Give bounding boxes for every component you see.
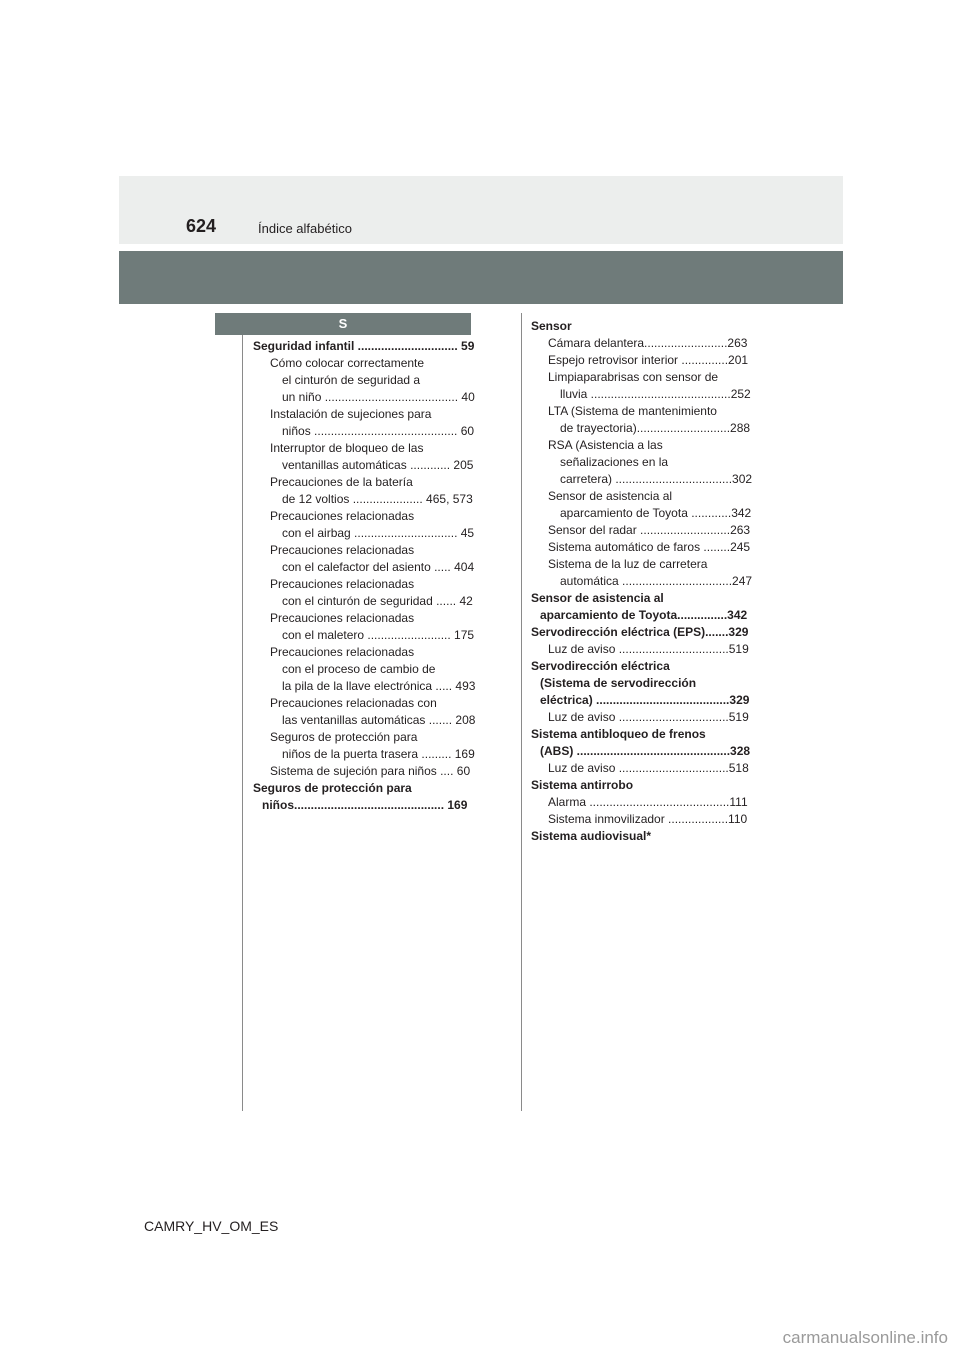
header-band (119, 176, 843, 244)
index-entry: lluvia ..........................................252 (560, 387, 751, 401)
index-entry: Seguridad infantil .............................. 59 (253, 339, 475, 353)
index-entry: Sistema antirrobo (531, 778, 634, 792)
index-entry: ventanillas automáticas ............ 205 (282, 458, 474, 472)
index-entry: Precauciones relacionadas (270, 543, 415, 557)
header-bar (119, 251, 843, 304)
index-entry: Sistema antibloqueo de frenos (531, 727, 706, 741)
index-entry: Sensor de asistencia al (531, 591, 664, 605)
index-entry: Cómo colocar correctamente (270, 356, 425, 370)
index-entry: el cinturón de seguridad a (282, 373, 421, 387)
index-entry: con el cinturón de seguridad ...... 42 (282, 594, 473, 608)
index-entry: Precauciones relacionadas (270, 645, 415, 659)
index-entry: Limpiaparabrisas con sensor de (548, 370, 719, 384)
index-entry: con el airbag ............................... 45 (282, 526, 475, 540)
index-entry: carretera) ...................................302 (560, 472, 753, 486)
index-entry: de trayectoria)............................288 (560, 421, 751, 435)
index-entry: Precauciones relacionadas (270, 577, 415, 591)
index-entry: Luz de aviso .................................519 (548, 642, 749, 656)
index-entry: eléctrica) ........................................329 (540, 693, 750, 707)
index-entry: con el maletero ......................... 175 (282, 628, 475, 642)
index-entry: las ventanillas automáticas ....... 208 (282, 713, 476, 727)
index-entry: Cámara delantera.........................263 (548, 336, 748, 350)
index-entry: con el proceso de cambio de (282, 662, 436, 676)
index-entry: la pila de la llave electrónica ..... 493 (282, 679, 476, 693)
index-entry: niños ........................................... 60 (282, 424, 475, 438)
index-entry: Instalación de sujeciones para (270, 407, 432, 421)
index-entry: Sensor del radar ...........................263 (548, 523, 751, 537)
index-entry: un niño ........................................ 40 (282, 390, 475, 404)
index-entry: Precauciones de la batería (270, 475, 413, 489)
index-entry: Sistema inmovilizador ..................110 (548, 812, 748, 826)
index-entry: RSA (Asistencia a las (548, 438, 663, 452)
index-entry: Sistema de la luz de carretera (548, 557, 708, 571)
index-entry: Sistema de sujeción para niños .... 60 (270, 764, 471, 778)
index-entry: Seguros de protección para (253, 781, 412, 795)
index-entry: aparcamiento de Toyota ............342 (560, 506, 752, 520)
index-entry: LTA (Sistema de mantenimiento (548, 404, 717, 418)
index-entry: Servodirección eléctrica (531, 659, 670, 673)
index-entry: niños de la puerta trasera ......... 169 (282, 747, 475, 761)
index-entry: Sensor de asistencia al (548, 489, 673, 503)
index-entry: Interruptor de bloqueo de las (270, 441, 424, 455)
index-entry: Servodirección eléctrica (EPS).......329 (531, 625, 749, 639)
index-entry: de 12 voltios ..................... 465, 573 (282, 492, 473, 506)
index-column-right (531, 318, 751, 845)
index-entry: automática .................................247 (560, 574, 753, 588)
index-column-left (253, 338, 476, 814)
index-entry: Espejo retrovisor interior ..............201 (548, 353, 749, 367)
index-entry: señalizaciones en la (560, 455, 669, 469)
index-entry: con el calefactor del asiento ..... 404 (282, 560, 475, 574)
index-entry: Luz de aviso .................................518 (548, 761, 749, 775)
letter-header: S (215, 313, 471, 335)
index-entry: (ABS) ..............................................328 (540, 744, 751, 758)
watermark: carmanualsonline.info (782, 1328, 948, 1347)
page-number: 624 (186, 216, 217, 236)
section-title: Índice alfabético (258, 221, 352, 236)
column-divider-left (242, 313, 243, 1111)
index-entry: Seguros de protección para (270, 730, 418, 744)
manual-code: CAMRY_HV_OM_ES (144, 1218, 279, 1234)
column-divider-right (521, 313, 522, 1111)
index-entry: Sistema automático de faros ........245 (548, 540, 751, 554)
index-entry: Sistema audiovisual* (531, 829, 652, 843)
index-entry: (Sistema de servodirección (540, 676, 697, 690)
index-entry: aparcamiento de Toyota...............342 (540, 608, 748, 622)
index-entry: Sensor (531, 319, 572, 333)
index-entry: Precauciones relacionadas (270, 509, 415, 523)
index-entry: Luz de aviso .................................519 (548, 710, 749, 724)
index-entry: Precauciones relacionadas (270, 611, 415, 625)
index-entry: Alarma ..........................................111 (548, 795, 748, 809)
index-entry: niños............................................. 169 (262, 798, 468, 812)
index-entry: Precauciones relacionadas con (270, 696, 437, 710)
